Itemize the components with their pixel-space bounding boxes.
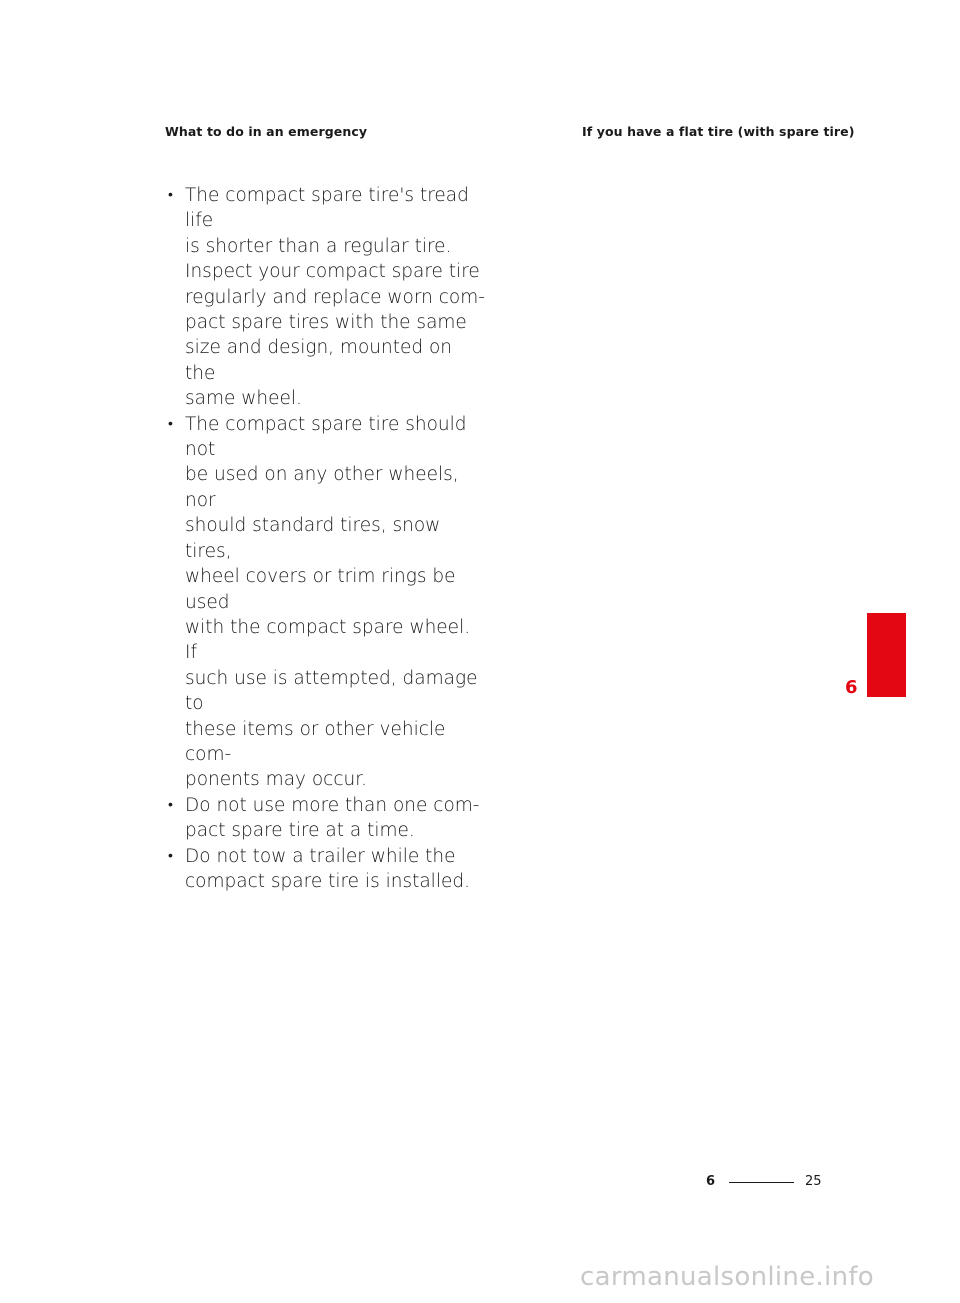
bullet-line: be used on any other wheels, nor — [185, 464, 459, 511]
bullet-line: pact spare tire at a time. — [185, 820, 415, 842]
bullet-line: with the compact spare wheel. If — [185, 616, 471, 664]
bullet-icon: • — [168, 796, 173, 813]
bullet-line: same wheel. — [185, 388, 302, 410]
bullet-line: Do not use more than one com- — [185, 794, 480, 816]
footer-divider — [729, 1182, 794, 1183]
bullet-line: wheel covers or trim rings be used — [185, 566, 456, 613]
bullet-line: Do not tow a trailer while the — [185, 845, 456, 867]
bullet-line: ponents may occur. — [185, 769, 368, 791]
bullet-line: these items or other vehicle com- — [185, 718, 446, 765]
bullet-line: is shorter than a regular tire. — [185, 235, 452, 257]
bullet-line: compact spare tire is installed. — [185, 870, 470, 892]
list-item — [165, 793, 485, 844]
footer-chapter-number: 6 — [706, 1174, 716, 1189]
bullet-icon: • — [168, 187, 173, 203]
bullet-icon: • — [168, 415, 173, 432]
running-header-topic: If you have a flat tire (with spare tire) — [582, 124, 855, 139]
list-item — [165, 412, 485, 793]
bullet-list — [165, 183, 485, 894]
chapter-tab — [867, 613, 906, 697]
bullet-line: pact spare tires with the same — [185, 312, 467, 334]
list-item — [165, 183, 485, 412]
bullet-line: such use is attempted, damage to — [185, 667, 478, 715]
bullet-line: should standard tires, snow tires, — [185, 515, 441, 562]
main-content — [165, 183, 485, 894]
bullet-line: size and design, mounted on the — [185, 337, 453, 384]
running-header-section: What to do in an emergency — [165, 124, 368, 139]
bullet-line: regularly and replace worn com- — [185, 286, 485, 308]
bullet-line: The compact spare tire's tread life — [185, 185, 469, 232]
watermark-text: carmanualsonline.info — [580, 1262, 875, 1292]
bullet-line: Inspect your compact spare tire — [185, 261, 480, 283]
page-number: 25 — [805, 1174, 822, 1189]
chapter-tab-number: 6 — [845, 677, 858, 698]
bullet-icon: • — [168, 847, 173, 864]
list-item — [165, 844, 485, 895]
bullet-line: The compact spare tire should not — [185, 413, 467, 461]
